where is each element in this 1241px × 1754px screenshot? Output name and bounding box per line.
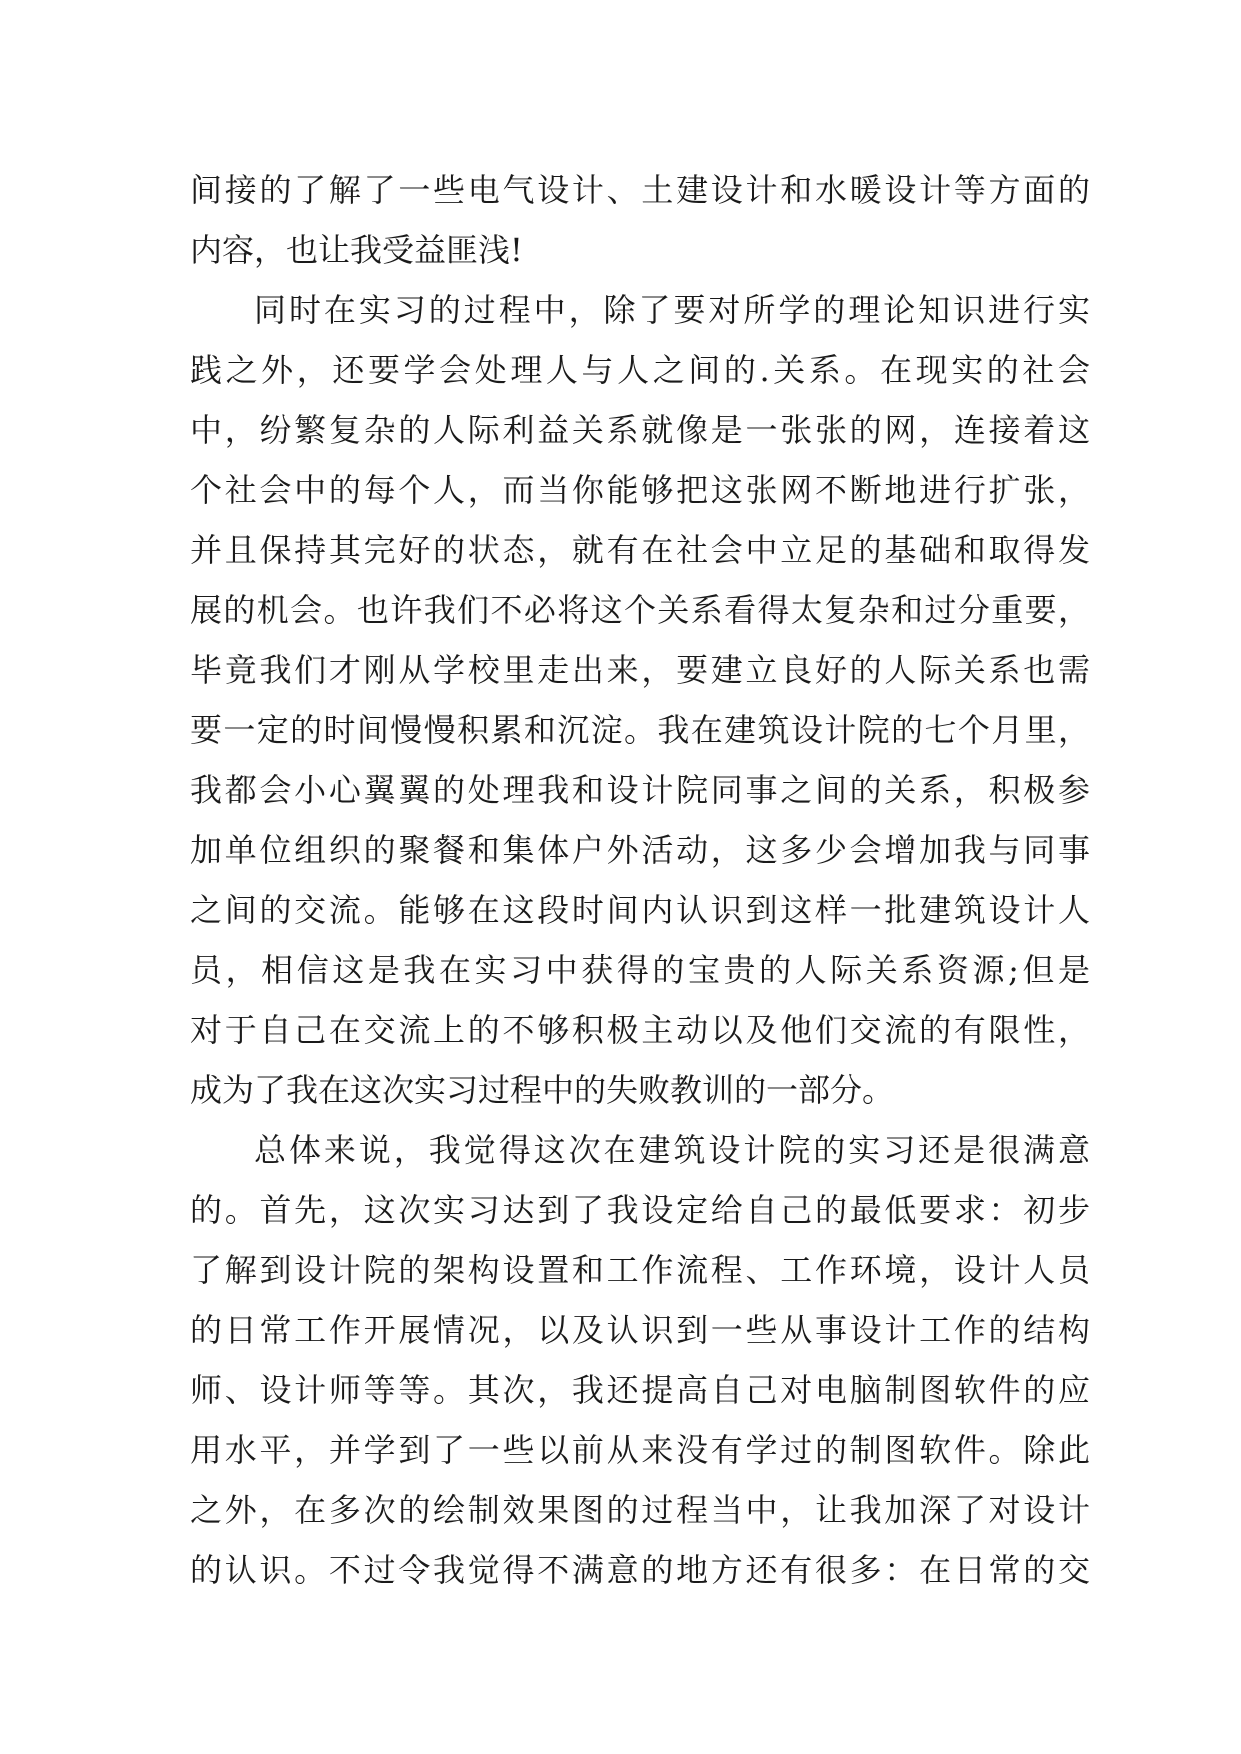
text-line: 要一定的时间慢慢积累和沉淀。我在建筑设计院的七个月里， <box>190 711 1090 749</box>
text-line: 的。首先，这次实习达到了我设定给自己的最低要求：初步 <box>190 1191 1090 1229</box>
text-line: 的认识。不过令我觉得不满意的地方还有很多：在日常的交 <box>190 1551 1090 1589</box>
paragraph-start-line: 总体来说，我觉得这次在建筑设计院的实习还是很满意 <box>254 1131 1090 1169</box>
paragraph-start-line: 同时在实习的过程中，除了要对所学的理论知识进行实 <box>254 291 1090 329</box>
text-line: 之外，在多次的绘制效果图的过程当中，让我加深了对设计 <box>190 1491 1090 1529</box>
text-line: 践之外，还要学会处理人与人之间的.关系。在现实的社会 <box>190 351 1090 389</box>
text-line: 用水平，并学到了一些以前从来没有学过的制图软件。除此 <box>190 1431 1090 1469</box>
text-line: 的日常工作开展情况，以及认识到一些从事设计工作的结构 <box>190 1311 1090 1349</box>
text-line: 中，纷繁复杂的人际利益关系就像是一张张的网，连接着这 <box>190 411 1090 449</box>
text-line: 对于自己在交流上的不够积极主动以及他们交流的有限性， <box>190 1011 1090 1049</box>
text-line: 内容，也让我受益匪浅! <box>190 231 523 269</box>
text-line: 间接的了解了一些电气设计、土建设计和水暖设计等方面的 <box>190 171 1090 209</box>
text-line: 我都会小心翼翼的处理我和设计院同事之间的关系，积极参 <box>190 771 1090 809</box>
text-line: 了解到设计院的架构设置和工作流程、工作环境，设计人员 <box>190 1251 1090 1289</box>
text-line: 展的机会。也许我们不必将这个关系看得太复杂和过分重要， <box>190 591 1090 629</box>
text-line: 成为了我在这次实习过程中的失败教训的一部分。 <box>190 1071 895 1109</box>
text-line: 并且保持其完好的状态，就有在社会中立足的基础和取得发 <box>190 531 1090 569</box>
text-line: 毕竟我们才刚从学校里走出来，要建立良好的人际关系也需 <box>190 651 1090 689</box>
text-line: 个社会中的每个人，而当你能够把这张网不断地进行扩张， <box>190 471 1090 509</box>
text-line: 师、设计师等等。其次，我还提高自己对电脑制图软件的应 <box>190 1371 1090 1409</box>
text-line: 加单位组织的聚餐和集体户外活动，这多少会增加我与同事 <box>190 831 1090 869</box>
text-line: 员，相信这是我在实习中获得的宝贵的人际关系资源;但是 <box>190 951 1090 989</box>
body-text <box>190 160 1090 1600</box>
text-line: 之间的交流。能够在这段时间内认识到这样一批建筑设计人 <box>190 891 1090 929</box>
